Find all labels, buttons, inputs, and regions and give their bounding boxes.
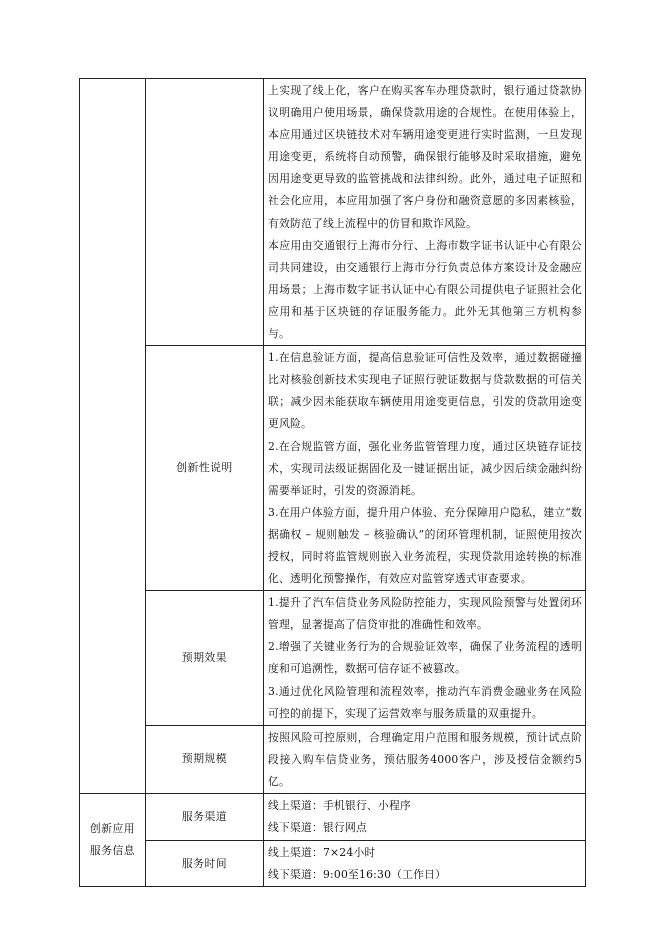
service-channel-offline: 线下渠道：银行网点 — [268, 821, 367, 835]
innovation-item-2: 2.在合规监管方面，强化业务监管管理力度，通过区块链存证技术，实现司法级证据固化及一键证据出证，减少因后续金融纠纷需要举证时，引发的资源消耗。 — [268, 439, 582, 497]
expected-scale-item: 按照风险可控原则，合理确定用户范围和服务规模，预计试点阶段接入购车信贷业务，预估服务4000客户，涉及授信金额约5亿。 — [268, 730, 582, 788]
label-cell-blank — [146, 79, 264, 346]
innovation-content — [264, 346, 586, 591]
expected-effect-item-2: 2.增强了关键业务行为的合规验证效率，确保了业务流程的透明度和可追溯性，数据可信存证不被篡改。 — [268, 640, 582, 676]
service-hours-online: 线上渠道：7×24小时 — [268, 846, 376, 859]
expected-scale-content — [264, 725, 586, 793]
expected-effect-item-1: 1.提升了汽车信贷业务风险防控能力，实现风险预警与处置闭环管理，显著提高了信贷审批的准确性和效率。 — [268, 596, 582, 632]
expected-scale-label: 预期规模 — [146, 725, 264, 793]
service-channel-online: 线上渠道：手机银行、小程序 — [268, 799, 411, 812]
service-hours-content — [264, 841, 586, 887]
innovation-label: 创新性说明 — [146, 346, 264, 591]
application-info-table — [79, 78, 586, 887]
innovation-item-1: 1.在信息验证方面，提高信息验证可信性及效率，通过数据碰撞比对核验创新技术实现电子证照行驶证数据与贷款数据的可信关联；减少因未能获取车辆使用用途变更信息，引发的贷款用途变更风险。 — [268, 351, 582, 431]
expected-effect-label: 预期效果 — [146, 591, 264, 726]
service-info-label-text: 创新应用服务信息 — [89, 822, 136, 858]
continued-description-cell — [264, 79, 586, 346]
service-info-label — [80, 794, 146, 887]
continued-paragraph-1: 上实现了线上化，客户在购买客车办理贷款时，银行通过贷款协议明确用户使用场景，确保贷款用途的合规性。在使用体验上，本应用通过区块链技术对车辆用途变更进行实时监测，一旦发现用途变更，系统将自动预警，确保银行能够及时采取措施，避免因用途变更导致的监管挑战和法律纠纷。此外，通过电子证照和社会化应用，本应用加强了客户身份和融资意愿的多因素核验，有效防范了线上流程中的仿冒和欺诈风险。 — [268, 84, 582, 230]
service-channel-label: 服务渠道 — [146, 794, 264, 841]
service-channel-content — [264, 794, 586, 841]
service-hours-offline: 线下渠道：9:00至16:30（工作日） — [268, 868, 447, 882]
continued-paragraph-2: 本应用由交通银行上海市分行、上海市数字证书认证中心有限公司共同建设，由交通银行上海市分行负责总体方案设计及金融应用场景；上海市数字证书认证中心有限公司提供电子证照社会化应用和基于区块链的存证服务能力。此外无其他第三方机构参与。 — [268, 238, 582, 341]
innovation-item-3: 3.在用户体验方面，提升用户体验、充分保障用户隐私，建立“数据确权 – 规则触发 – 核验确认”的闭环管理机制，证照使用按次授权，同时将监管规则嵌入业务流程，实现贷款用途转换的标准化、透明化预警操作，有效应对监管穿透式审查要求。 — [268, 505, 582, 586]
expected-effect-content — [264, 591, 586, 726]
expected-effect-item-3: 3.通过优化风险管理和流程效率，推动汽车消费金融业务在风险可控的前提下，实现了运营效率与服务质量的双重提升。 — [268, 684, 582, 720]
category-cell-blank — [80, 79, 146, 794]
service-hours-label: 服务时间 — [146, 841, 264, 887]
